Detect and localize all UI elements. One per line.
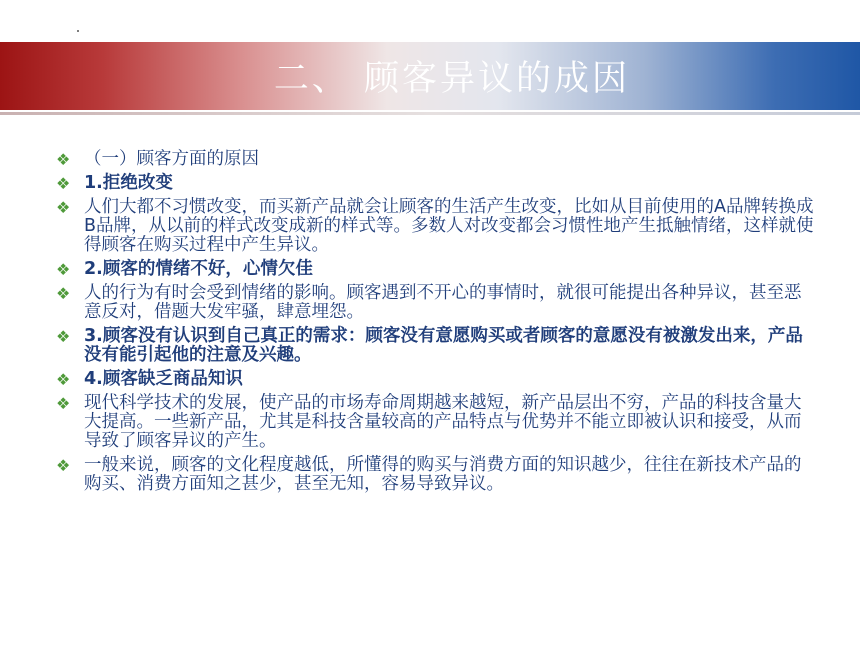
diamond-bullet-icon: ❖ <box>56 456 71 475</box>
decorative-dot <box>77 30 79 32</box>
diamond-bullet-icon: ❖ <box>56 327 71 346</box>
list-item-text: 人的行为有时会受到情绪的影响。顾客遇到不开心的事情时，就很可能提出各种异议，甚至恶意反对，借题大发牢骚，肆意埋怨。 <box>84 283 802 322</box>
list-item-text: （一）顾客方面的原因 <box>84 149 259 169</box>
list-item-text: 2.顾客的情绪不好，心情欠佳 <box>84 259 313 279</box>
list-item <box>56 370 816 389</box>
list-item-text: 3.顾客没有认识到自己真正的需求：顾客没有意愿购买或者顾客的意愿没有被激发出来，产品没有能引起他的注意及兴趣。 <box>84 326 803 365</box>
diamond-bullet-icon: ❖ <box>56 284 71 303</box>
list-item <box>56 456 816 494</box>
list-item-text: 一般来说，顾客的文化程度越低，所懂得的购买与消费方面的知识越少，往往在新技术产品的购买、消费方面知之甚少，甚至无知，容易导致异议。 <box>84 455 802 494</box>
list-item <box>56 260 816 279</box>
bullet-list <box>56 150 816 499</box>
list-item-text: 1.拒绝改变 <box>84 173 173 193</box>
list-item-text: 现代科学技术的发展，使产品的市场寿命周期越来越短，新产品层出不穷，产品的科技含量大大提高。一些新产品，尤其是科技含量较高的产品特点与优势并不能立即被认识和接受，从而导致了顾客异议的产生。 <box>84 393 802 451</box>
list-item-text: 4.顾客缺乏商品知识 <box>84 369 243 389</box>
list-item <box>56 327 816 365</box>
list-item <box>56 150 816 169</box>
diamond-bullet-icon: ❖ <box>56 260 71 279</box>
list-item-text: 人们大都不习惯改变，而买新产品就会让顾客的生活产生改变，比如从目前使用的A品牌转换成B品牌，从以前的样式改变成新的样式等。多数人对改变都会习惯性地产生抵触情绪，这样就使得顾客在购买过程中产生异议。 <box>84 197 814 255</box>
list-item <box>56 284 816 322</box>
title-divider <box>0 112 860 115</box>
diamond-bullet-icon: ❖ <box>56 370 71 389</box>
diamond-bullet-icon: ❖ <box>56 198 71 217</box>
slide-title: 二、 顾客异议的成因 <box>273 59 631 99</box>
diamond-bullet-icon: ❖ <box>56 174 71 193</box>
list-item <box>56 394 816 451</box>
list-item <box>56 174 816 193</box>
list-item <box>56 198 816 255</box>
diamond-bullet-icon: ❖ <box>56 394 71 413</box>
diamond-bullet-icon: ❖ <box>56 150 71 169</box>
